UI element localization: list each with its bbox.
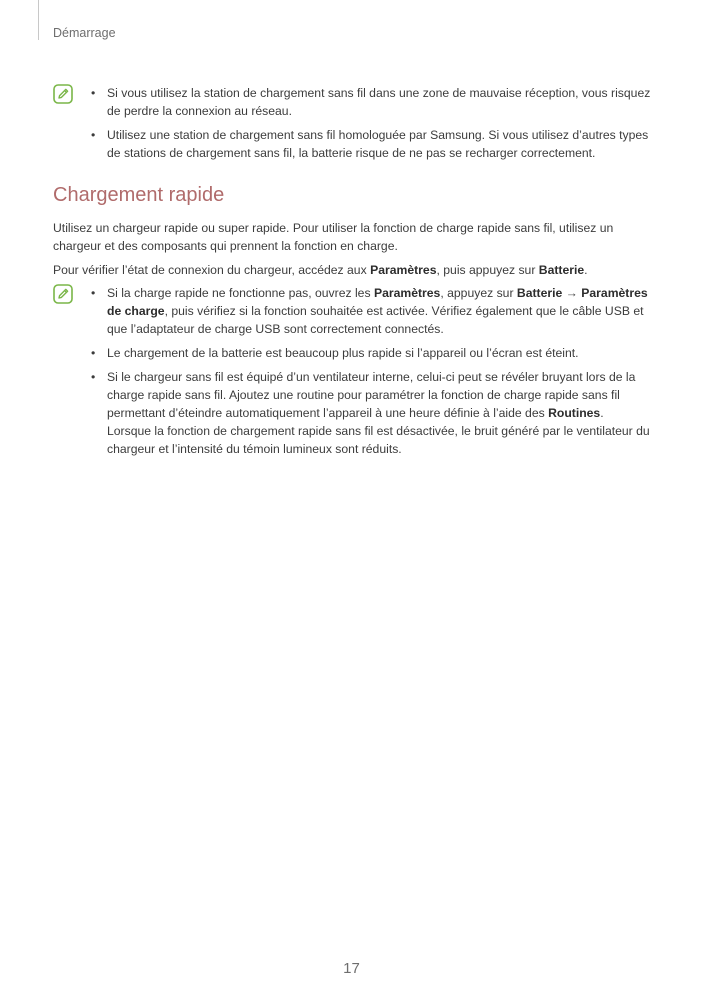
bullet: • (91, 370, 96, 384)
paragraph-text: Pour vérifier l’état de connexion du chargeur, accédez aux (53, 263, 371, 277)
battery-label: Batterie (516, 286, 563, 300)
list-item (91, 126, 653, 162)
list-item-text: , appuyez sur (440, 286, 517, 300)
note-pencil-icon (53, 284, 73, 304)
battery-label: Batterie (538, 263, 585, 277)
list-item-text: . (600, 406, 604, 420)
note-list-2 (91, 284, 653, 464)
list-item (91, 84, 653, 120)
list-item-text: Utilisez une station de chargement sans fil homologuée par Samsung. Si vous utilisez d’autres types de stations de chargement sans fil, la batterie risque de ne pas se recharger correctement. (107, 128, 649, 160)
note-list-1 (91, 84, 653, 168)
list-item (91, 284, 653, 338)
bullet: • (91, 86, 96, 100)
bullet: • (91, 128, 96, 142)
header-divider (38, 0, 39, 40)
list-item-text: Si vous utilisez la station de chargement sans fil dans une zone de mauvaise réception, vous risquez de perdre la connexion au réseau. (107, 86, 651, 118)
charge-settings-label: Paramètres de charge (107, 286, 648, 318)
note-pencil-icon (53, 84, 73, 104)
settings-label: Paramètres (373, 286, 441, 300)
list-item (91, 344, 653, 362)
section-paragraph-1: Utilisez un chargeur rapide ou super rapide. Pour utiliser la fonction de charge rapide sans fil, utilisez un chargeur et des composants qui prennent la fonction en charge. (53, 221, 614, 253)
section-paragraph-2 (53, 261, 653, 279)
bullet: • (91, 286, 96, 300)
routines-label: Routines (548, 406, 601, 420)
list-item-text: Le chargement de la batterie est beaucoup plus rapide si l’appareil ou l’écran est éteint. (107, 346, 579, 360)
list-item-text: , puis vérifiez si la fonction souhaitée est activée. Vérifiez également que le câble USB et que l’adaptateur de charge USB sont correctement connectés. (107, 304, 644, 336)
bullet: • (91, 346, 96, 360)
arrow-icon: → (562, 286, 582, 300)
list-item-text: Lorsque la fonction de chargement rapide sans fil est désactivée, le bruit généré par le ventilateur du chargeur et l’intensité du témoin lumineux sont réduits. (107, 424, 650, 456)
paragraph-text: , puis appuyez sur (436, 263, 539, 277)
paragraph-text: . (584, 263, 588, 277)
page-number: 17 (343, 960, 360, 977)
list-item (91, 368, 653, 458)
section-title: Chargement rapide (53, 184, 225, 206)
settings-label: Paramètres (370, 263, 437, 277)
header-section-title: Démarrage (53, 26, 116, 40)
list-item-text: Si le chargeur sans fil est équipé d’un ventilateur interne, celui-ci peut se révéler bruyant lors de la charge rapide sans fil. Ajoutez une routine pour paramétrer la fonction de charge rapide sans fil permettant d’éteindre automatiquement l’appareil à une heure définie à l’aide des (107, 370, 636, 420)
list-item-text: Si la charge rapide ne fonctionne pas, ouvrez les (107, 286, 374, 300)
